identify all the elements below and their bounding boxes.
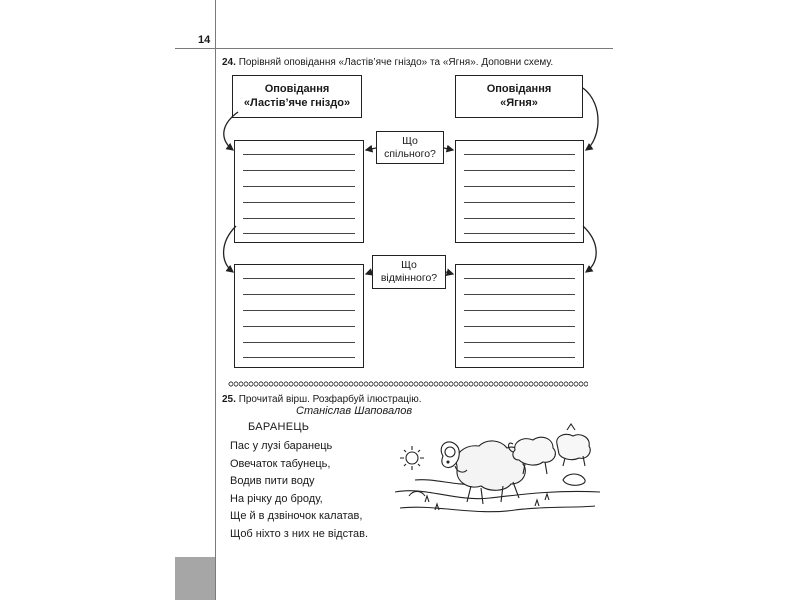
diff-q-line1: Що: [401, 259, 417, 271]
poem-line: Щоб ніхто з них не відстав.: [230, 527, 369, 540]
page-number: 14: [198, 34, 211, 46]
story-right-label: Оповідання: [486, 83, 552, 95]
poem-line: Овечаток табунець,: [230, 457, 331, 470]
poem-line: Ще й в дзвіночок калатав,: [230, 510, 363, 522]
task-24-number: 24.: [222, 57, 236, 68]
arrow-common-right-icon: [444, 148, 453, 150]
poem-author: Станіслав Шаповалов: [296, 405, 413, 417]
arrow-common-left-icon: [366, 148, 376, 150]
arrow-diff-left-icon: [366, 272, 372, 274]
section-divider: [228, 381, 588, 387]
common-q-line2: спільного?: [384, 148, 436, 160]
task-25-number: 25.: [222, 394, 236, 405]
task-24-instruction: Порівняй оповідання «Ластів’яче гніздо» та «Ягня». Доповни схему.: [238, 57, 554, 68]
task-25-heading: [222, 394, 422, 405]
arrow-left-mid-icon: [224, 226, 236, 272]
story-left-label: Оповідання: [264, 83, 330, 95]
arrow-right-mid-icon: [583, 226, 596, 272]
arrow-left-top-icon: [224, 112, 238, 150]
arrow-diff-right-icon: [446, 272, 453, 274]
sheep-illustration[interactable]: [395, 420, 600, 525]
poem-text: [230, 438, 368, 543]
poem-line: Пас у лузі баранець: [230, 440, 333, 452]
arrow-right-top-icon: [583, 88, 598, 150]
poem-line: На річку до броду,: [230, 492, 323, 505]
diff-q-line2: відмінного?: [380, 272, 438, 284]
story-right-title: «Ягня»: [500, 97, 538, 109]
poem-line: Водив пити воду: [230, 475, 315, 487]
common-q-line1: Що: [402, 135, 418, 147]
story-left-title: «Ластів’яче гніздо»: [243, 97, 351, 109]
poem-title: БАРАНЕЦЬ: [248, 421, 310, 433]
task-25-instruction: Прочитай вірш. Розфарбуй ілюстрацію.: [238, 394, 422, 405]
